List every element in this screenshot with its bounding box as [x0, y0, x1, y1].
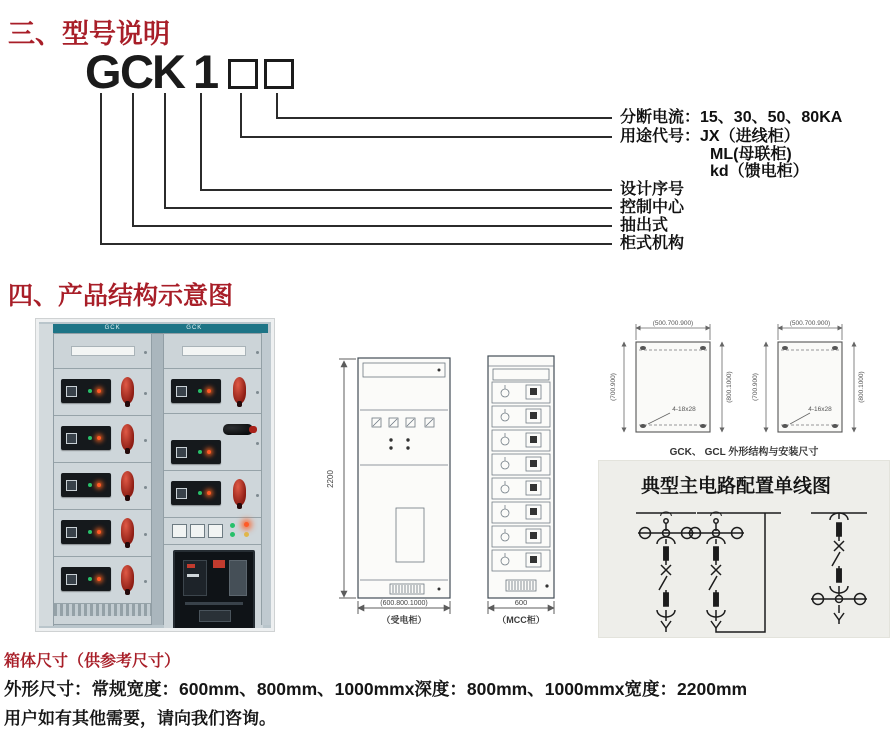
panel-meter	[208, 524, 223, 538]
install-left-side-dim: (700.900)	[610, 373, 617, 401]
drawer-unit	[164, 369, 263, 414]
label-drawout-type: 抽出式	[620, 217, 669, 234]
rotary-handle	[121, 565, 134, 592]
product-photo	[35, 318, 275, 632]
drawer-unit	[164, 414, 263, 471]
install-left-side-dim2: (800.1000)	[726, 371, 733, 403]
model-digit-1: 1	[193, 45, 220, 98]
install-left-top-dim: (500.700.900)	[652, 320, 694, 327]
receiving-width-dim: (600.800.1000)	[380, 600, 428, 607]
label-usage-ml: ML(母联柜)	[710, 146, 792, 163]
circuit-incoming	[636, 512, 696, 632]
drawer-unit	[164, 471, 263, 518]
model-box-2	[264, 59, 294, 89]
left-cabinet	[53, 333, 152, 625]
cabinet-top-panel	[54, 334, 151, 369]
panel-meter	[172, 524, 187, 538]
drawer-unit	[54, 510, 151, 557]
rotary-handle	[233, 479, 246, 506]
rotary-handle	[121, 471, 134, 498]
right-cabinet	[163, 333, 264, 625]
indicator-lamp	[230, 523, 235, 528]
installation-drawings	[598, 314, 890, 466]
label-usage-kd: kd（馈电柜）	[710, 163, 809, 180]
footer-outline-dimensions: 外形尺寸：常规宽度：600mm、800mm、1000mmx深度：800mm、1000mmx宽度：2200mm	[4, 679, 748, 699]
panel-meter	[190, 524, 205, 538]
label-design-serial: 设计序号	[620, 181, 685, 198]
label-control-center: 控制中心	[620, 199, 685, 216]
section4-title: 四、产品结构示意图	[8, 282, 234, 310]
cabinet-header-strip	[53, 324, 268, 333]
air-circuit-breaker	[164, 545, 263, 628]
single-line-panel-title: 典型主电路配置单线图	[641, 476, 832, 497]
mcc-width-dim: 600	[514, 598, 528, 607]
single-line-diagrams	[599, 499, 889, 637]
rotary-handle-horizontal	[223, 424, 253, 435]
cabinet-nameplate: GCK	[104, 325, 121, 331]
label-breaking-current: 分断电流：15、30、50、80KA	[620, 109, 843, 126]
install-left-holes: 4-18x28	[672, 406, 696, 413]
footer-contact-note: 用户如有其他需要，请向我们咨询。	[4, 709, 276, 728]
label-cabinet-structure: 柜式机构	[620, 235, 685, 252]
install-right-side-dim: (700.900)	[752, 373, 759, 401]
receiving-caption: （受电柜）	[381, 615, 427, 625]
rotary-handle	[121, 424, 134, 451]
drawer-unit	[54, 369, 151, 416]
rotary-handle	[233, 377, 246, 404]
install-drawing-left	[610, 320, 733, 432]
install-drawing-right	[752, 320, 865, 432]
rotary-handle	[121, 518, 134, 545]
cabinet-top-panel	[164, 334, 263, 369]
cabinet-divider	[152, 333, 163, 625]
receiving-cabinet-drawing	[320, 350, 460, 630]
model-letter-k: K	[152, 45, 186, 98]
label-usage-code: 用途代号：JX（进线柜）	[620, 128, 800, 145]
install-right-top-dim: (500.700.900)	[789, 320, 831, 327]
photo-right-frame	[261, 333, 271, 625]
photo-left-frame	[39, 324, 54, 626]
breaker-face	[173, 550, 255, 628]
drawer-unit	[54, 557, 151, 604]
circuit-outgoing	[811, 513, 867, 624]
photo-content	[39, 322, 271, 628]
single-line-diagram-panel	[598, 460, 890, 638]
section3-title: 三、型号说明	[8, 19, 170, 49]
mcc-cabinet-drawing	[468, 350, 578, 630]
model-letter-g: G	[85, 45, 122, 98]
indicator-lamp	[244, 522, 249, 527]
footer-box-size-title: 箱体尺寸（供参考尺寸）	[4, 653, 181, 670]
install-right-side-dim2: (800.1000)	[858, 371, 865, 403]
vent-grille	[54, 604, 151, 616]
indicator-lamp	[230, 532, 235, 537]
metering-section	[164, 518, 263, 545]
circuit-bus-tie	[688, 512, 781, 632]
install-caption: GCK、 GCL 外形结构与安装尺寸	[669, 447, 819, 458]
drawer-unit	[54, 416, 151, 463]
rotary-handle	[121, 377, 134, 404]
model-letter-c: C	[120, 45, 154, 98]
indicator-lamp	[244, 532, 249, 537]
mcc-caption: （MCC柜）	[497, 615, 545, 625]
drawer-unit	[54, 463, 151, 510]
cabinet-nameplate: GCK	[186, 325, 203, 331]
model-box-1	[228, 59, 258, 89]
receiving-height-dim: 2200	[326, 470, 335, 488]
install-right-holes: 4-16x28	[808, 406, 832, 413]
